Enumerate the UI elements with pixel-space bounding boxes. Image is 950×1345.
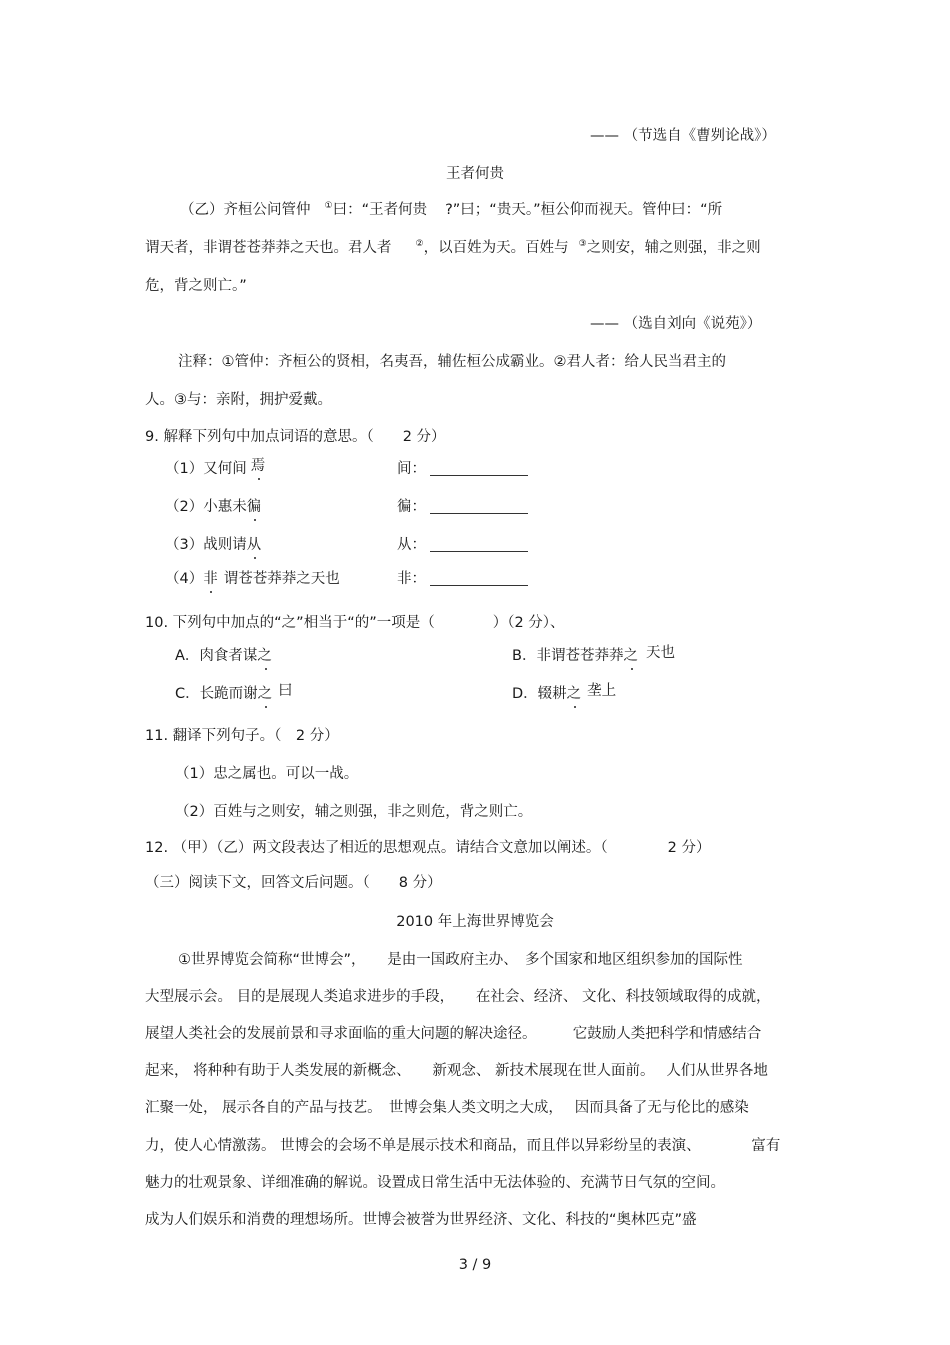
answer-blank (430, 461, 528, 476)
yi-line-3: 危，背之则亡。” (145, 278, 247, 294)
q9-item-1: （1）又何间 焉 (165, 458, 266, 477)
para-line: 力，使人心情激荡。 世博会的会场不单是展示技术和商品，而且伴以异彩纷呈的表演、 富有 (145, 1138, 781, 1154)
q9-stem: 9. 解释下列句中加点词语的意思。（ 2 分） (145, 429, 446, 445)
q9-item-4: （4）非 谓苍苍莽莽之天也 (165, 571, 340, 587)
q10-option-c[interactable]: C．长跪而谢之 曰 (175, 683, 293, 702)
yi-line-1: （乙）齐桓公问管仲 ①曰：“王者何贵 ?”曰；“贵天。”桓公仰而视天。管仲曰：“所 (180, 201, 723, 218)
q11-sentence-2: （2）百姓与之则安，辅之则强，非之则危，背之则亡。 (175, 804, 533, 820)
para-line: 起来， 将种种有助于人类发展的新概念、 新观念、 新技术展现在世人面前。 人们从世界各地 (145, 1063, 768, 1079)
q11-stem: 11. 翻译下列句子。（ 2 分） (145, 728, 339, 744)
q11-sentence-1: （1）忠之属也。可以一战。 (175, 766, 359, 782)
para-line: 成为人们娱乐和消费的理想场所。世博会被誉为世界经济、文化、科技的“奥林匹克”盛 (145, 1212, 697, 1228)
q9-item-3: （3）战则请从 (165, 537, 262, 553)
answer-blank (430, 499, 528, 514)
q10-option-a[interactable]: A．肉食者谋之 (175, 648, 272, 664)
q9-item-2: （2）小惠未徧 (165, 499, 262, 515)
para-line: 汇聚一处， 展示各自的产品与技艺。 世博会集人类文明之大成， 因而具备了无与伦比的感染 (145, 1100, 749, 1116)
q12-stem: 12. （甲）（乙）两文段表达了相近的思想观点。请结合文意加以阐述。（ 2 分） (145, 840, 711, 856)
q9-answer-1[interactable]: 间： (397, 459, 528, 479)
q10-option-b[interactable]: B．非谓苍苍莽莽之 天也 (512, 645, 675, 664)
answer-blank (430, 537, 528, 552)
notes-line-1: 注释：①管仲：齐桓公的贤相，名夷吾，辅佐桓公成霸业。②君人者：给人民当君主的 (178, 354, 726, 370)
notes-line-2: 人。③与：亲附，拥护爱戴。 (145, 392, 332, 408)
q10-option-d[interactable]: D．辍耕之 垄上 (512, 683, 617, 702)
q9-answer-2[interactable]: 徧： (397, 497, 528, 517)
passage-title-expo: 2010 年上海世界博览会 (396, 914, 554, 930)
q9-answer-3[interactable]: 从： (397, 535, 528, 555)
source-shuoyuan: —— （选自刘向《说苑》） (590, 316, 762, 332)
para-line: 展望人类社会的发展前景和寻求面临的重大问题的解决途径。 它鼓励人类把科学和情感结合 (145, 1026, 762, 1042)
q10-stem: 10. 下列句中加点的“之”相当于“的”一项是（ ）（2 分）、 (145, 615, 565, 631)
yi-line-2: 谓天者，非谓苍苍莽莽之天也。君人者 ②，以百姓为天。百姓与 ③之则安，辅之则强，非之则 (145, 239, 761, 256)
para-line: 魅力的壮观景象、详细准确的解说。设置成日常生活中无法体验的、充满节日气氛的空间。 (145, 1175, 725, 1191)
answer-blank (430, 571, 528, 586)
para-line: 大型展示会。 目的是展现人类追求进步的手段， 在社会、经济、 文化、科技领域取得的成就， (145, 989, 771, 1005)
passage-title-wangzhe: 王者何贵 (446, 166, 504, 182)
page-number: 3 / 9 (458, 1257, 492, 1273)
part3-heading: （三）阅读下文，回答文后问题。（ 8 分） (145, 875, 442, 891)
para-line: ①世界博览会简称“世博会”， 是由一国政府主办、 多个国家和地区组织参加的国际性 (178, 952, 743, 968)
source-caoguilunzhan: —— （节选自《曹刿论战》） (590, 128, 776, 144)
q9-answer-4[interactable]: 非： (397, 569, 528, 589)
